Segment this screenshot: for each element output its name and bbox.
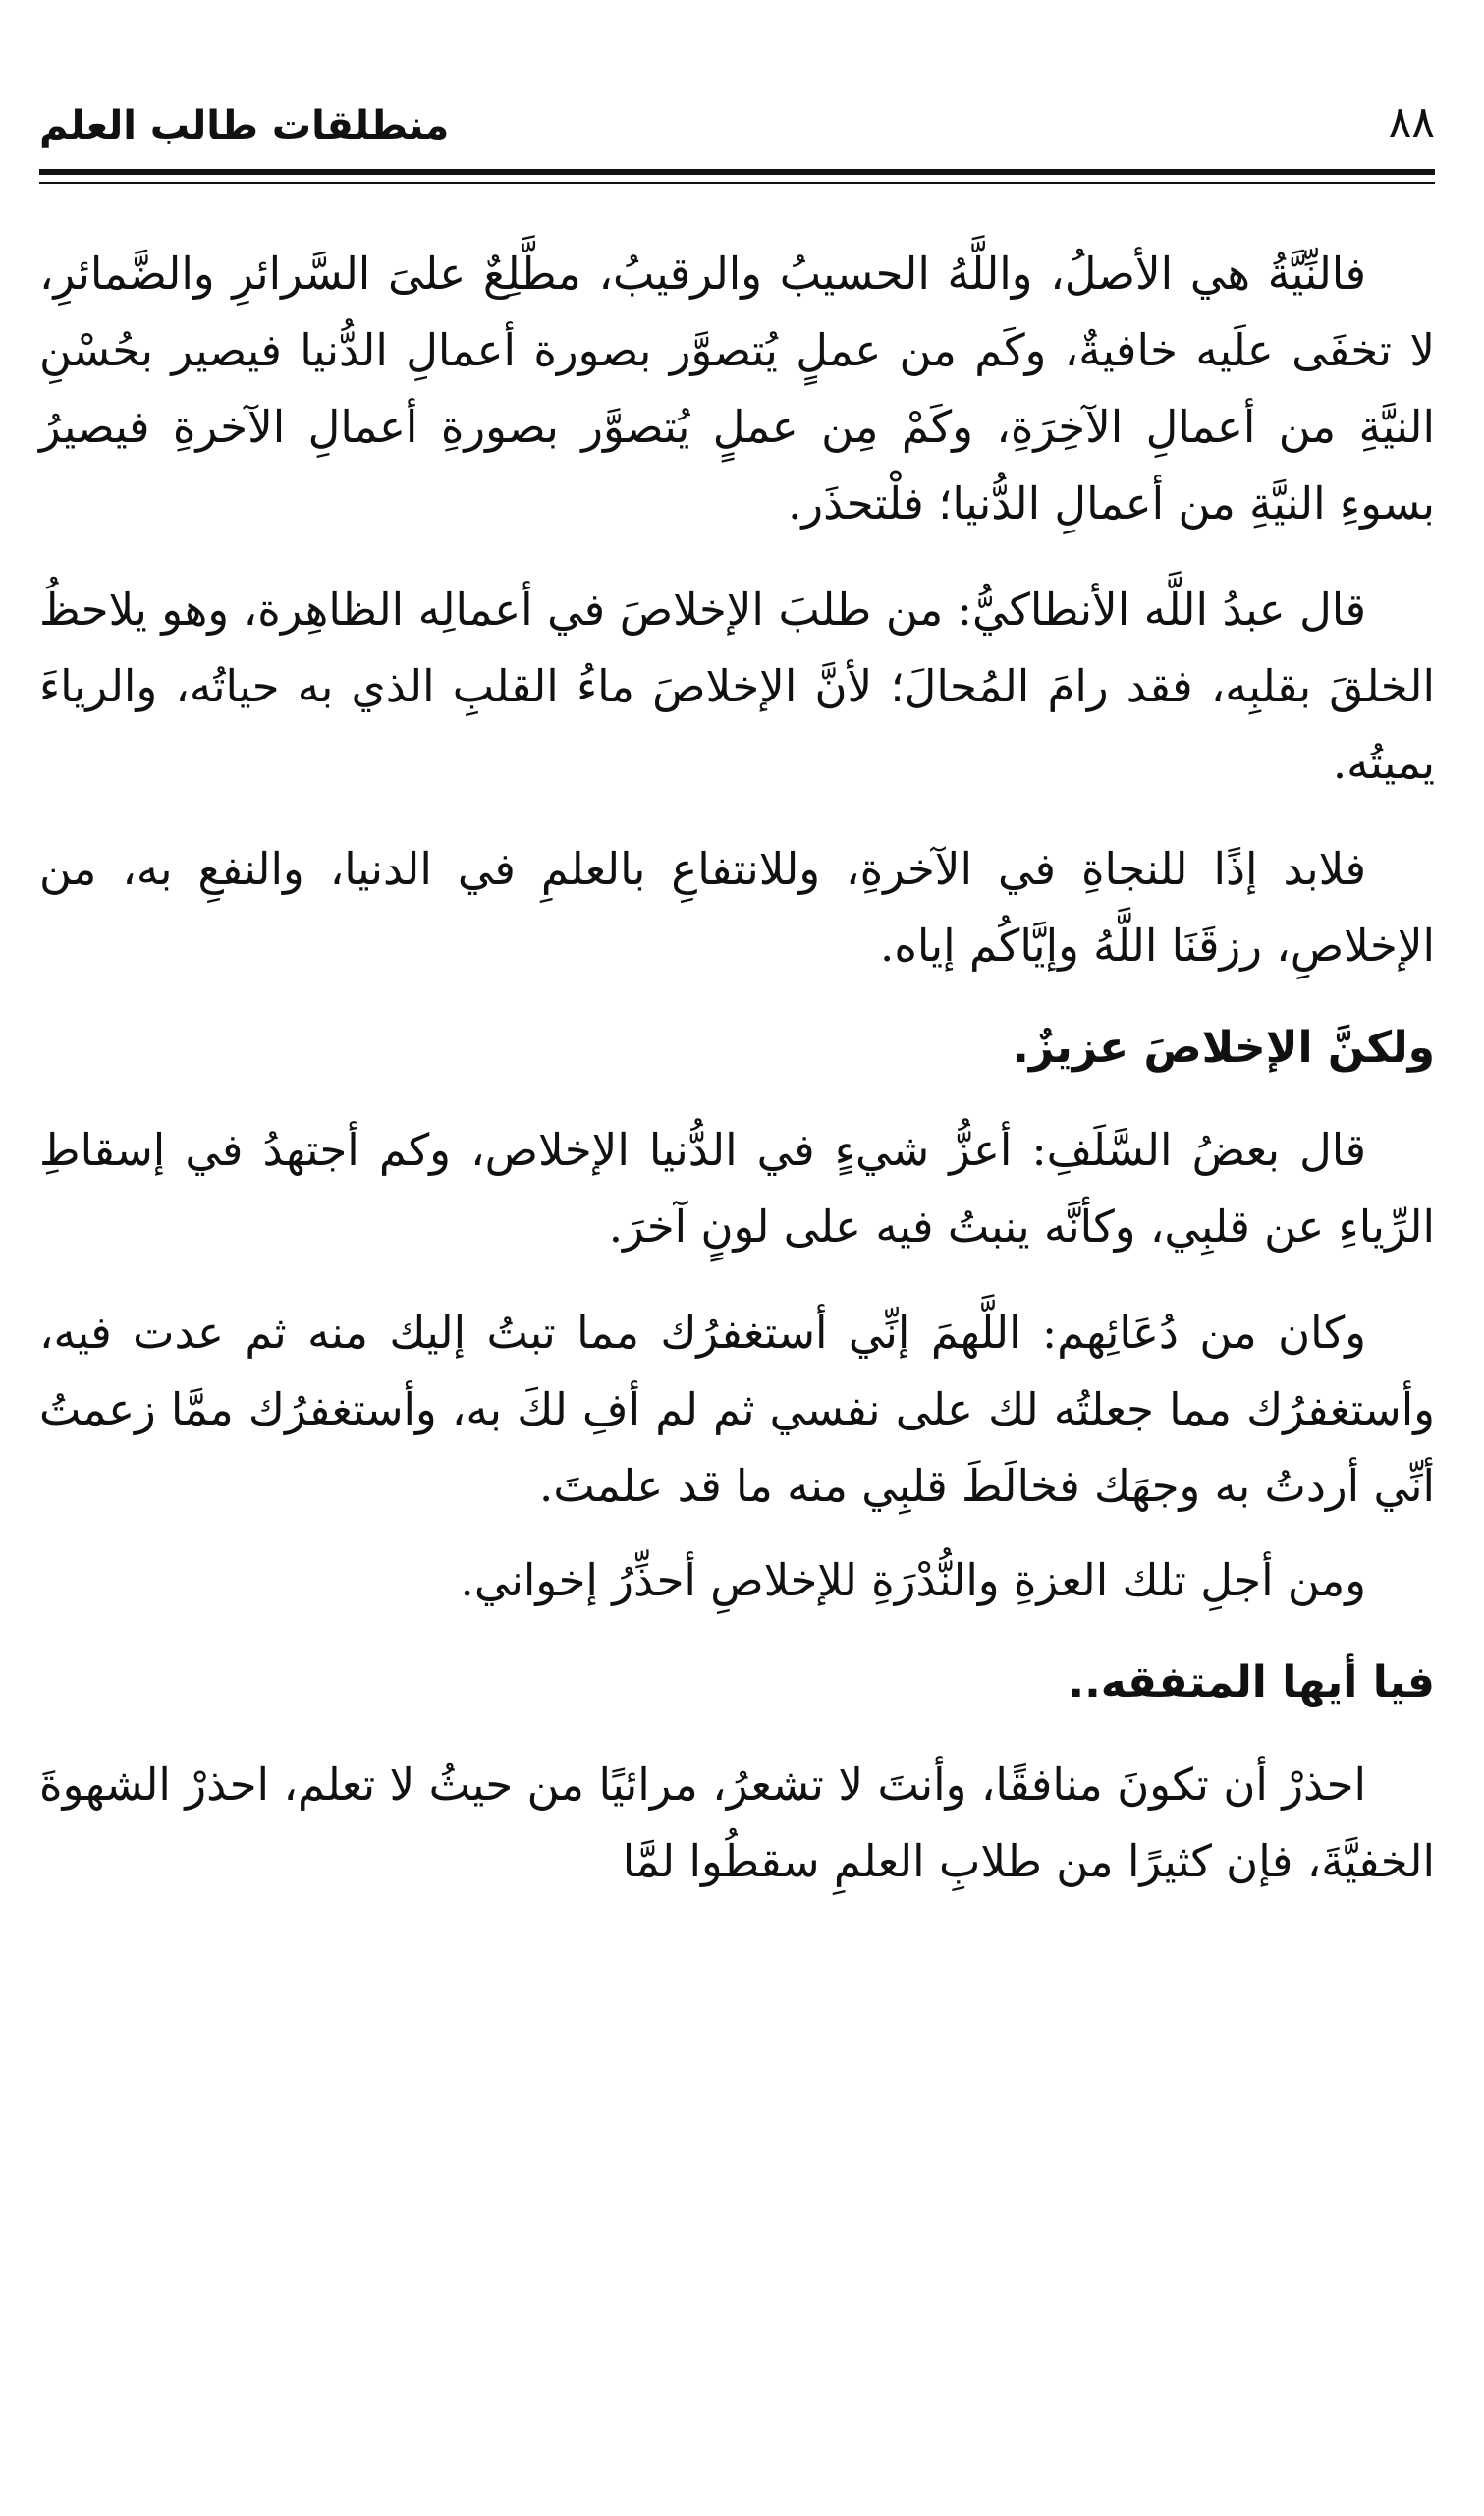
running-title: منطلقات طالب العلم xyxy=(39,103,450,148)
paragraph-supplication: وكان من دُعَائِهم: اللَّهمَ إنِّي أستغفرُك مما تبتُ إليك منه ثم عدت فيه، وأستغفرُك مما جعلتُه لك على نفسي ثم لم أفِ لكَ به، وأستغفرُك ممَّا زعمتُ أنِّي أردتُ به وجهَك فخالَطَ قلبِي منه ما قد علمتَ. xyxy=(39,1307,1435,1512)
page-header xyxy=(39,93,1435,162)
paragraph-antaki-quote: قال عبدُ اللَّه الأنطاكيُّ: من طلبَ الإخلاصَ في أعمالِه الظاهِرة، وهو يلاحظُ الخلقَ بقلبِه، فقد رامَ المُحالَ؛ لأنَّ الإخلاصَ ماءُ القلبِ الذي به حياتُه، والرياءَ يميتُه. xyxy=(39,584,1435,789)
section-heading-sincerity-rare: ولكنَّ الإخلاصَ عزيزٌ. xyxy=(1013,1023,1435,1073)
paragraph-intention: فالنِّيَّةُ هي الأصلُ، واللَّهُ الحسيبُ والرقيبُ، مطَّلِعٌ علىَ السَّرائرِ والضَّمائرِ، لا تخفَى علَيه خافيةٌ، وكَم من عملٍ يُتصوَّر بصورة أعمالِ الدُّنيا فيصير بحُسْنِ النيَّةِ من أعمالِ الآخِرَةِ، وكَمْ مِن عملٍ يُتصوَّر بصورةِ أعمالِ الآخرةِ فيصيرُ بسوءِ النيَّةِ من أعمالِ الدُّنيا؛ فلْتحذَر. xyxy=(39,248,1435,530)
page-body xyxy=(39,236,1435,1900)
paragraph-warning: ومن أجلِ تلك العزةِ والنُّدْرَةِ للإخلاصِ أحذِّرُ إخواني. xyxy=(460,1554,1366,1606)
page-number: ٨٨ xyxy=(1388,97,1435,147)
paragraph-salaf-quote: قال بعضُ السَّلَفِ: أعزُّ شيءٍ في الدُّنيا الإخلاص، وكم أجتهدُ في إسقاطِ الرِّياءِ عن قلبِي، وكأنَّه ينبتُ فيه على لونٍ آخرَ. xyxy=(39,1124,1435,1253)
paragraph-beware-hypocrisy: احذرْ أن تكونَ منافقًا، وأنتَ لا تشعرُ، مرائيًا من حيثُ لا تعلم، احذرْ الشهوةَ الخفيَّةَ، فإن كثيرًا من طلابِ العلمِ سقطُوا لمَّا xyxy=(39,1759,1435,1887)
header-rule-thick xyxy=(39,169,1435,175)
section-heading-student: فيا أيها المتفقه.. xyxy=(1068,1657,1435,1707)
header-rule-thin xyxy=(39,182,1435,184)
paragraph-salvation: فلابد إذًا للنجاةِ في الآخرةِ، وللانتفاعِ بالعلمِ في الدنيا، والنفعِ به، من الإخلاصِ، رزقَنَا اللَّهُ وإيَّاكُم إياه. xyxy=(39,843,1435,972)
